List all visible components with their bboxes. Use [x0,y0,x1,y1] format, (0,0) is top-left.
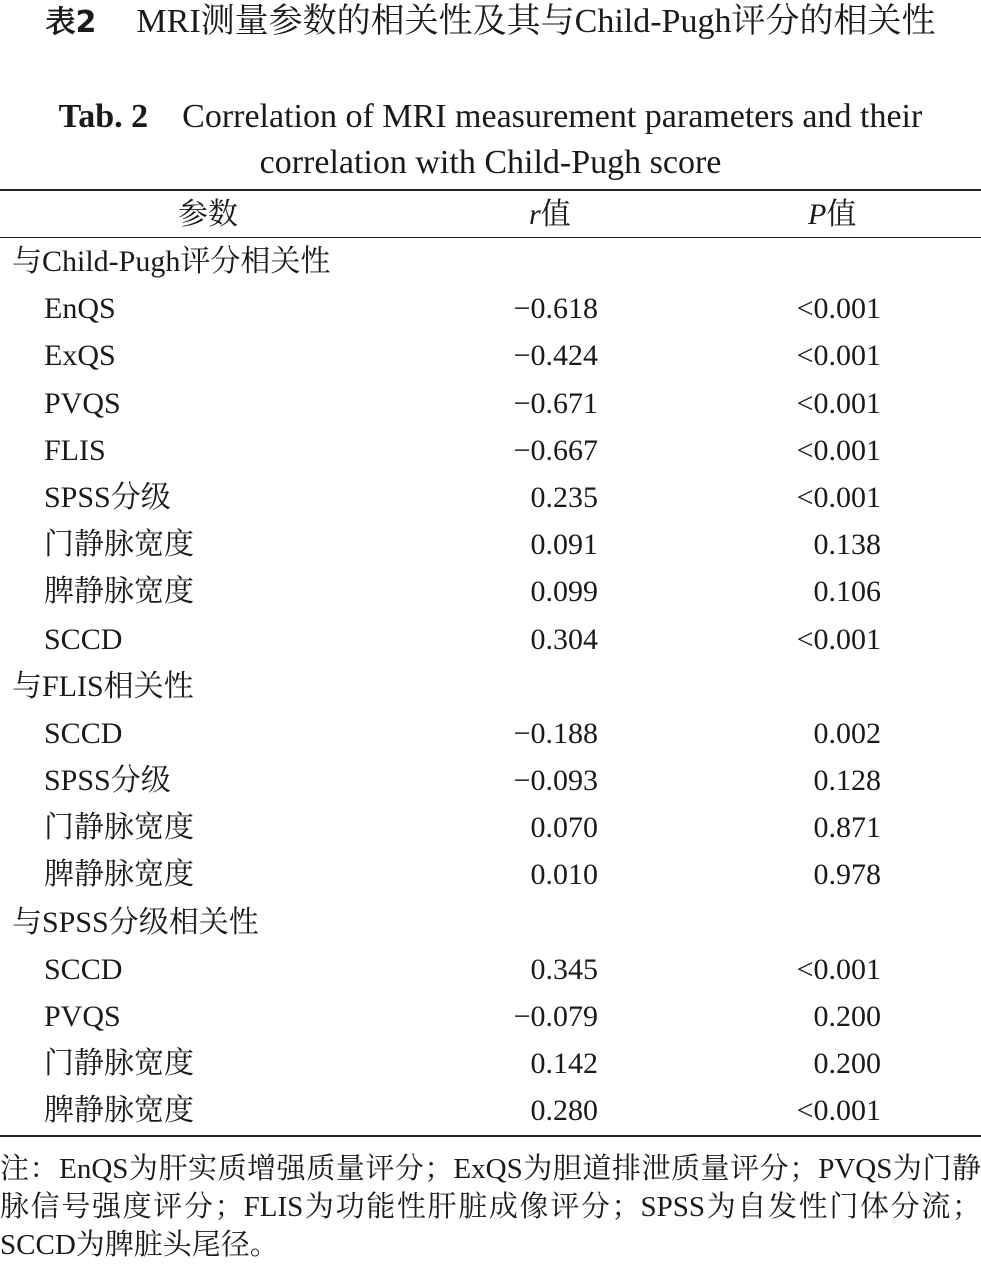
p-value-cell: 0.138 [813,528,881,562]
p-value-cell: 0.978 [813,858,881,892]
p-value-cell: <0.001 [796,622,881,656]
table-group-row [0,663,981,710]
header-p-value [808,192,856,237]
param-cell: SCCD [44,622,123,656]
table-row [0,474,981,521]
param-cell: 脾静脉宽度 [44,858,194,892]
p-value-cell: 0.002 [813,716,881,750]
table-row [0,1087,981,1134]
table-row [0,285,981,332]
p-value-cell: <0.001 [796,339,881,373]
table-row [0,993,981,1040]
table-row [0,332,981,379]
p-value-cell: 0.871 [813,811,881,845]
r-value-cell: −0.079 [513,1000,598,1033]
r-value-cell: −0.424 [513,339,598,373]
p-value-cell: <0.001 [796,386,881,420]
p-value-cell: <0.001 [796,1094,881,1128]
param-cell: ExQS [44,339,116,373]
group-label: 与Child-Pugh评分相关性 [12,245,331,278]
header-r-suffix: 值 [540,198,571,231]
header-param: 参数 [178,198,238,231]
table-row [0,1040,981,1087]
p-value-cell: <0.001 [796,952,881,986]
table-group-row [0,899,981,946]
table-title-english [0,94,981,186]
p-value-cell: 0.200 [813,1047,881,1081]
group-label: 与SPSS分级相关性 [12,905,259,939]
param-cell: SCCD [44,716,123,750]
param-cell: PVQS [44,386,121,420]
table-row [0,568,981,615]
header-p-suffix: 值 [826,198,857,231]
table-label-english: Tab. 2 [58,98,149,135]
param-cell: SPSS分级 [44,480,171,514]
r-value-cell: 0.091 [530,528,598,562]
r-value-cell: 0.142 [530,1047,598,1081]
r-value-cell: −0.188 [513,716,598,750]
r-value-cell: 0.070 [530,811,598,845]
r-value-cell: 0.235 [530,480,598,514]
param-cell: EnQS [44,292,116,326]
p-value-cell: 0.128 [813,764,881,798]
param-cell: PVQS [44,1000,121,1033]
table-label-chinese: 表2 [45,5,97,40]
group-label: 与FLIS相关性 [12,669,194,703]
table-title-chinese-text: MRI测量参数的相关性及其与Child-Pugh评分的相关性 [136,3,936,40]
table-row [0,380,981,427]
r-value-cell: 0.345 [530,952,598,986]
table-title-english-text: Correlation of MRI measurement parameters and their correlation with Child-Pugh score [182,98,923,181]
r-value-cell: −0.093 [513,764,598,798]
p-value-cell: <0.001 [796,480,881,514]
table-body [0,238,981,1135]
p-value-cell: 0.106 [813,575,881,609]
table-row [0,616,981,663]
table-note: 注：EnQS为肝实质增强质量评分；ExQS为胆道排泄质量评分；PVQS为门静脉信号强度评分；FLIS为功能性肝脏成像评分；SPSS为自发性门体分流；SCCD为脾脏头尾径。 [0,1153,981,1261]
table-header [0,192,981,237]
r-value-cell: −0.667 [513,433,598,467]
table-row [0,757,981,804]
param-cell: 脾静脉宽度 [44,1094,194,1128]
r-value-cell: 0.099 [530,575,598,609]
r-value-cell: 0.010 [530,858,598,892]
table-top-rule [0,189,981,191]
param-cell: SCCD [44,952,123,986]
header-r-variable: r [529,198,541,231]
table-title-chinese [0,0,981,45]
param-cell: 门静脉宽度 [44,528,194,562]
param-cell: 门静脉宽度 [44,1047,194,1081]
table-row [0,851,981,898]
param-cell: FLIS [44,433,106,467]
header-r-value [529,192,571,237]
r-value-cell: 0.280 [530,1094,598,1128]
p-value-cell: 0.200 [813,1000,881,1033]
table-bottom-rule [0,1135,981,1137]
r-value-cell: −0.671 [513,386,598,420]
header-p-variable: P [808,198,827,231]
param-cell: 门静脉宽度 [44,811,194,845]
table-row [0,427,981,474]
p-value-cell: <0.001 [796,292,881,326]
param-cell: SPSS分级 [44,764,171,798]
table-row [0,521,981,568]
p-value-cell: <0.001 [796,433,881,467]
table-row [0,946,981,993]
r-value-cell: 0.304 [530,622,598,656]
table-row [0,710,981,757]
r-value-cell: −0.618 [513,292,598,326]
table-group-row [0,238,981,285]
table-row [0,804,981,851]
param-cell: 脾静脉宽度 [44,575,194,609]
